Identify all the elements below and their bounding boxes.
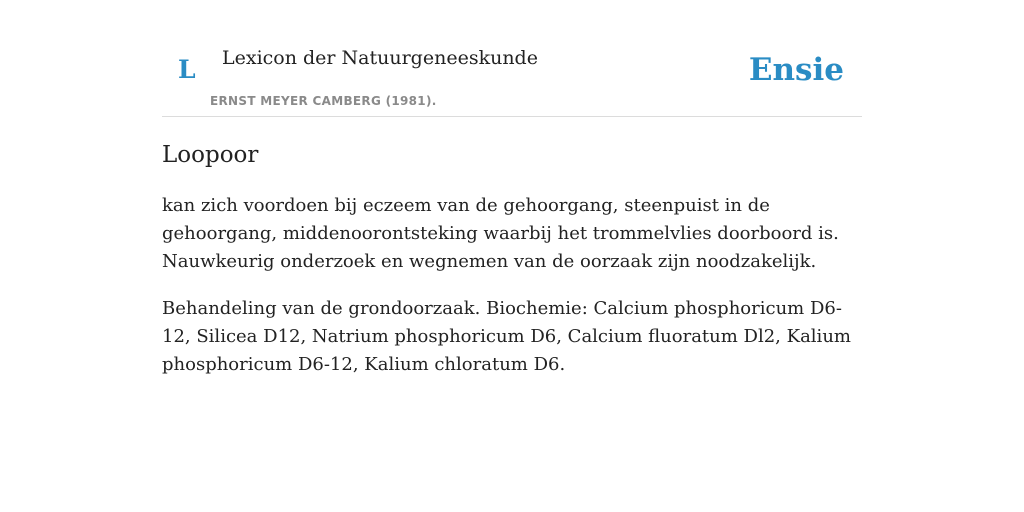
- entry-paragraph: kan zich voordoen bij eczeem van de gehoorgang, steenpuist in de gehoorgang, middenoorontsteking waarbij het trommelvlies doorboord is. Nauwkeurig onderzoek en wegnemen van de oorzaak zijn noodzakelijk.: [162, 195, 839, 272]
- book-header: [162, 0, 862, 117]
- ensie-logo-link[interactable]: Ensie: [748, 52, 844, 88]
- entry-title: Loopoor: [162, 142, 259, 168]
- entry-body: [162, 192, 852, 398]
- book-title[interactable]: Lexicon der Natuurgeneeskunde: [222, 47, 538, 69]
- book-logo-letter[interactable]: L: [178, 55, 196, 84]
- book-author: ERNST MEYER CAMBERG (1981).: [210, 94, 437, 108]
- entry-paragraph: Behandeling van de grondoorzaak. Biochemie: Calcium phosphoricum D6-12, Silicea D12, Natrium phosphoricum D6, Calcium fluoratum Dl2, Kalium phosphoricum D6-12, Kalium chloratum D6.: [162, 298, 851, 375]
